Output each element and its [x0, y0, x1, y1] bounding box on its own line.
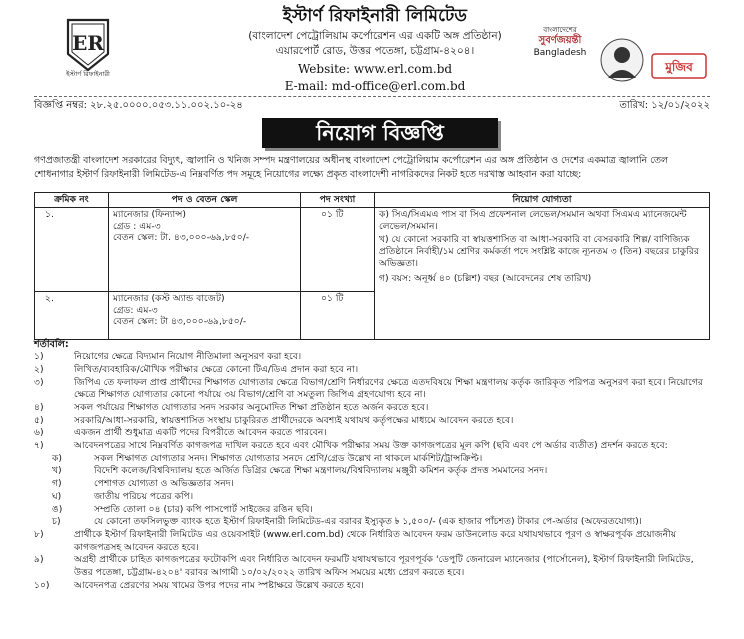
conditions-section [34, 339, 710, 592]
document-item: ক) সকল শিক্ষাগত যোগ্যতার সনদ। শিক্ষাগত যোগ্যতার সনদে শ্রেণি/গ্রেড উল্লেখ না থাকলে মার্কশিট/ট্রান্সক্রিপ্ট। [52, 452, 483, 464]
post-grade: গ্রেড: এম-৩ [113, 304, 158, 316]
qualification-item: গ) বয়স: অনূর্ধ্ব ৪০ (চল্লিশ) বছর (আবেদনের শেষ তারিখ) [379, 272, 592, 284]
circular-number: বিজ্ঞপ্তি নম্বর: ২৮.২৫.০০০০.০৫৩.১১.০০২.১০-২৪ [34, 100, 243, 111]
document-item: ঙ) সম্প্রতি তোলা ০৪ (চার) কপি পাসপোর্ট সাইজের রঙিন ছবি। [52, 503, 313, 515]
post-name: ম্যানেজার (কস্ট অ্যান্ড বাজেট) [113, 292, 225, 304]
condition-item: ৫) সরকারি/আধা-সরকারি, স্বায়ত্তশাসিত সংস্থায় চাকুরিরত প্রার্থীদেরকে অবশ্যই যথাযথ কর্তৃপক্ষের মাধ্যমে আবেদন করতে হবে। [34, 414, 514, 426]
qualification-cell [375, 207, 710, 339]
table-row [35, 207, 710, 291]
condition-item: ২) লিখিত/ব্যবহারিক/মৌখিক পরীক্ষার ক্ষেত্রে কোনো টিএ/ডিএ প্রদান করা হবে না। [34, 363, 359, 375]
notice-banner: নিয়োগ বিজ্ঞপ্তি [262, 118, 498, 148]
document-item: খ) বিদেশি কলেজ/বিশ্ববিদ্যালয় হতে অর্জিত ডিগ্রির ক্ষেত্রে শিক্ষা মন্ত্রণালয়/বিশ্ববিদ্যালয় মঞ্জুরী কমিশন কর্তৃক প্রদত্ত সমমানের সনদ। [52, 465, 548, 477]
document-item: ঘ) জাতীয় পরিচয় পত্রের কপি। [52, 490, 194, 502]
condition-item: ৮) প্রার্থীকে ইস্টার্ণ রিফাইনারী লিমিটেড এর ওয়েবসাইট (www.erl.com.bd) থেকে নির্ধারিত আবেদন ফরম ডাউনলোড করে যথাযথভাবে পূরণ ও স্বাক্ষরপূর্বক প্রয়োজনীয় কাগজপত্রসহ আবেদন করতে হবে। [34, 528, 677, 553]
document-item: চ) যে কোনো তফসিলভুক্ত ব্যাংক হতে ইস্টার্ণ রিফাইনারী লিমিটেড-এর বরাবর ইস্যুকৃত ৳ ১,৫০০/- (এক হাজার পাঁচশত) টাকার পে-অর্ডার (অফেরতযোগ্য)। [52, 516, 642, 528]
table-header-row [35, 193, 710, 208]
condition-item: ৯) অগ্রহী প্রার্থীকে চাহিত কাগজপত্রের ফটোকপি এবং নির্ধারিত আবেদন ফরমটি যথাযথভাবে পূরণপূর্বক 'ডেপুটি জেনারেল ম্যানেজার (পার্সোনেল), ইস্টার্ণ রিফাইনারী লিমিটেড, উত্তর পতেঙ্গা, চট্টগ্রাম-৪২০৪' বরাবর আগামী ১০/০২/২০২২ তারিখ অফিস সময়ের মধ্যে প্রেরণ করতে হবে। [34, 554, 694, 578]
condition-item: ৪) সকল পর্যায়ের শিক্ষাগত যোগ্যতার সনদ সরকার অনুমোদিত শিক্ষা প্রতিষ্ঠান হতে অর্জন করতে হবে। [34, 402, 429, 414]
condition-item: ৭) আবেদনপত্রের সাথে নিম্নবর্ণিত কাগজপত্র দাখিল করতে হবে এবং মৌখিক পরীক্ষার সময় উক্ত কাগজপত্রের মূল কপি (ছবি এবং পে অর্ডার ব্যতীত) প্রদর্শন করতে হবে: [34, 440, 668, 452]
letterhead [190, 6, 560, 94]
row-serial: ২. [35, 291, 109, 339]
condition-item: ১) নিয়োগের ক্ষেত্রে বিদ্যমান নিয়োগ নীতিমালা অনুসরণ করা হবে। [34, 351, 302, 363]
row-count: ০১ টি [301, 291, 375, 339]
post-grade: গ্রেড : এম-৩ [113, 220, 161, 232]
col-count: পদ সংখ্যা [301, 193, 375, 208]
post-name: ম্যানেজার (ফিন্যান্স) [113, 208, 187, 220]
condition-item: ৩) জিপিএ তে ফলাফল প্রাপ্ত প্রার্থীদের শিক্ষাগত যোগ্যতার ক্ষেত্রে বিভাগ/শ্রেণি নির্ধারণের ক্ষেত্রে এতদবিষয়ে শিক্ষা মন্ত্রণালয় কর্তৃক জারিকৃত পরিপত্র অনুসরণ করা হবে। নিয়োগের ক্ষেত্রে শিক্ষাগত যোগ্যতার কোনো পর্যায়ে ৩য় বিভাগ/শ্রেণি বা সমতুল্য জিপিএ গ্রহণযোগ্য হবে না। [34, 376, 703, 401]
circular-date: তারিখ: ১২/০১/২০২২ [619, 100, 710, 111]
qualification-item: খ) যে কোনো সরকারি বা স্বায়ত্তশাসিত বা আধা-সরকারি বা বেসরকারি শিল্প/ বাণিজ্যিক প্রতিষ্ঠানে নির্বাহী/১ম শ্রেণির কর্মকর্তা পদে সংশ্লিষ্ট কাজে ন্যূনতম ৩ (তিন) বছরের চাকুরির অভিজ্ঞতা। [379, 233, 699, 270]
mujib-centenary-logo [650, 44, 708, 88]
header-divider [34, 96, 710, 97]
conditions-title: শর্তাবলি: [34, 339, 69, 350]
qualification-item: ক) সিএ/সিএমএ পাস বা সিএ প্রফেশনাল লেভেল/সমমান অথবা সিএমএ ম্যানেজমেন্ট লেভেল/সমমান। [379, 208, 687, 233]
condition-item: ৬) একজন প্রার্থী শুধুমাত্র একটি পদের বিপরীতে আবেদন করতে পারবেন। [34, 427, 327, 439]
org-address: এয়ারপোর্ট রোড, উত্তর পতেঙ্গা, চট্টগ্রাম-৪২০৪। [275, 45, 475, 58]
org-subtitle: (বাংলাদেশ পেট্রোলিয়াম কর্পোরেশন এর একটি অঙ্গ প্রতিষ্ঠান) [248, 29, 502, 42]
row-post [109, 291, 301, 339]
svg-text:ER: ER [72, 31, 104, 55]
row-serial: ১. [35, 207, 109, 291]
condition-item: ১০) আবেদনপত্র প্রেরণের সময় খামের উপর পদের নাম স্পষ্টাক্ষরে উল্লেখ করতে হবে। [34, 579, 364, 591]
org-title: ইস্টার্ণ রিফাইনারী লিমিটেড [282, 6, 468, 26]
row-count: ০১ টি [301, 207, 375, 291]
document-item: গ) পেশাগত যোগ্যতা ও অভিজ্ঞতার সনদ। [52, 478, 234, 490]
org-website[interactable]: Website: www.erl.com.bd [297, 61, 453, 76]
row-post [109, 207, 301, 291]
col-serial: ক্রমিক নং [35, 193, 109, 208]
vacancy-table [34, 192, 710, 340]
post-scale: বেতন স্কেল: টা. ৪৩,০০০-৬৯,৮৫০/- [113, 232, 250, 244]
intro-paragraph: গণপ্রজাতন্ত্রী বাংলাদেশ সরকারের বিদ্যুৎ, জ্বালানি ও খনিজ সম্পদ মন্ত্রণালয়ের অধীনস্থ বাংলাদেশ পেট্রোলিয়াম কর্পোরেশন এর অঙ্গ প্রতিষ্ঠান ও দেশের একমাত্র জ্বালানি তেল শোধনাগার ইস্টার্ণ রিফাইনারী লিমিটেড-এ নিম্নবর্ণিত পদ সমূহে নিয়োগের লক্ষ্যে প্রকৃত বাংলাদেশী নাগরিকদের নিকট হতে দরখাস্ত আহবান করা যাচ্ছে: [34, 155, 668, 180]
svg-text:মুজিব: মুজিব [665, 60, 693, 74]
logo-caption: ইস্টার্ণ রিফাইনারী [66, 70, 110, 78]
portrait-image [600, 38, 644, 82]
col-post: পদ ও বেতন স্কেল [109, 193, 301, 208]
col-qualification: নিয়োগ যোগ্যতা [375, 193, 710, 208]
post-scale: বেতন স্কেল: টা ৪৩,০০০-৬৯,৮৫০/- [113, 316, 247, 328]
org-email[interactable]: E-mail: md-office@erl.com.bd [284, 78, 466, 93]
erl-logo [56, 14, 120, 78]
golden-jubilee-emblem: বাংলাদেশের সুবর্ণজয়ন্তী Bangladesh [533, 26, 587, 58]
